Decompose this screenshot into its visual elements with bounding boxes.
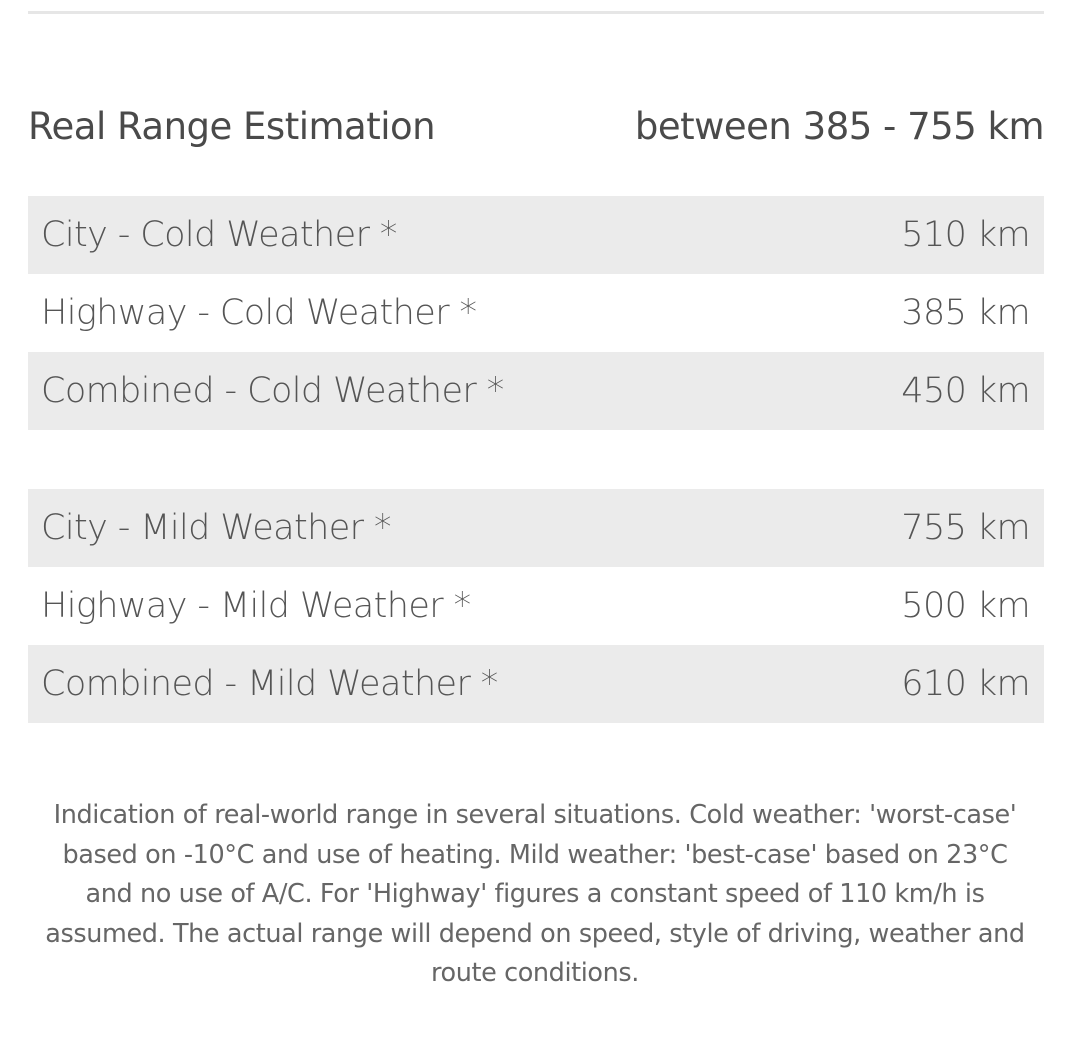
row-value: 755 km: [901, 508, 1030, 548]
top-divider: [28, 11, 1044, 14]
row-value: 510 km: [901, 215, 1030, 255]
row-label: Highway - Cold Weather *: [41, 293, 477, 333]
row-label: Highway - Mild Weather *: [41, 586, 471, 626]
table-row: [28, 196, 1044, 274]
range-heading-title: Real Range Estimation: [28, 104, 436, 148]
row-label: City - Cold Weather *: [41, 215, 397, 255]
range-heading-value: between 385 - 755 km: [634, 104, 1044, 148]
table-row: [28, 489, 1044, 567]
row-value: 500 km: [901, 586, 1030, 626]
table-row: [28, 274, 1044, 352]
row-label: Combined - Cold Weather *: [41, 371, 504, 411]
range-heading: [28, 96, 1044, 156]
table-row: [28, 567, 1044, 645]
row-label: City - Mild Weather *: [41, 508, 391, 548]
table-row: [28, 352, 1044, 430]
mild-weather-table: [28, 489, 1044, 723]
row-label: Combined - Mild Weather *: [41, 664, 498, 704]
table-row: [28, 645, 1044, 723]
row-value: 385 km: [901, 293, 1030, 333]
row-value: 610 km: [901, 664, 1030, 704]
cold-weather-table: [28, 196, 1044, 430]
range-footnote: Indication of real-world range in several situations. Cold weather: 'worst-case' based on -10°C and use of heating. Mild weather: 'best-case' based on 23°C and no use of A/C. For 'Highway' figures a constant speed of 110 km/h is assumed. The actual range will depend on speed, style of driving, weather and route conditions.: [45, 800, 1025, 988]
row-value: 450 km: [901, 371, 1030, 411]
